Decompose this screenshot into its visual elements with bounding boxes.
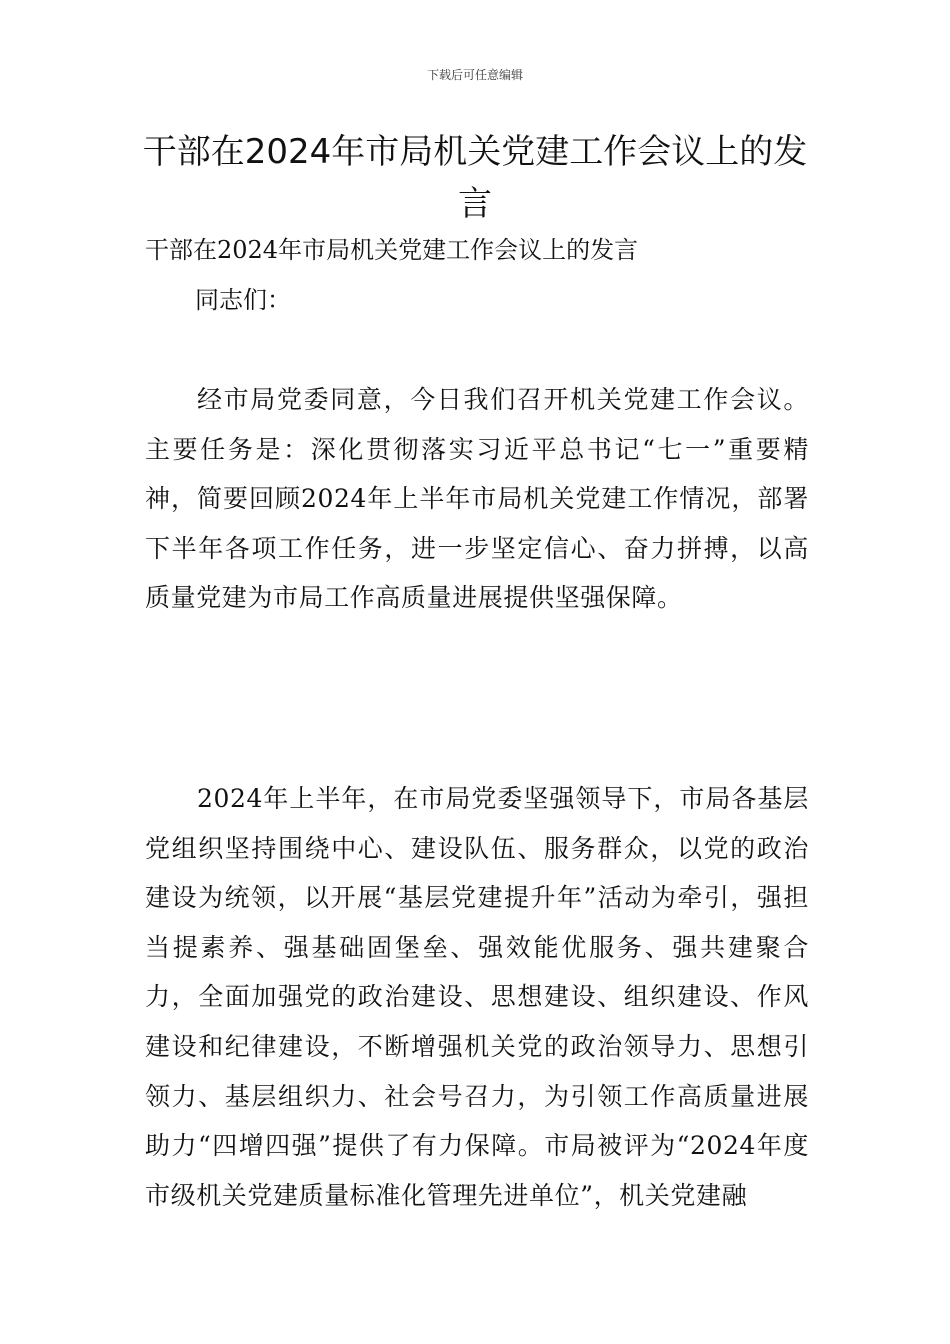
body-paragraph: 经市局党委同意，今日我们召开机关党建工作会议。主要任务是：深化贯彻落实习近平总书记“七一”重要精神，简要回顾2024年上半年市局机关党建工作情况，部署下半年各项工作任务，进一步坚定信心、奋力拼搏，以高质量党建为市局工作高质量进展提供坚强保障。 xyxy=(145,385,809,613)
body-paragraph: 2024年上半年，在市局党委坚强领导下，市局各基层党组织坚持围绕中心、建设队伍、服务群众，以党的政治建设为统领，以开展“基层党建提升年”活动为牵引，强担当提素养、强基础固堡垒、强效能优服务、强共建聚合力，全面加强党的政治建设、思想建设、组织建设、作风建设和纪律建设，不断增强机关党的政治领导力、思想引领力、基层组织力、社会号召力，为引领工作高质量进展助力“四增四强”提供了有力保障。市局被评为“2024年度市级机关党建质量标准化管理先进单位”，机关党建融 xyxy=(145,784,809,1210)
salutation: 同志们： xyxy=(195,286,291,314)
header-note: 下载后可任意编辑 xyxy=(426,68,523,82)
document-subtitle: 干部在2024年市局机关党建工作会议上的发言 xyxy=(145,236,639,264)
document-title: 干部在2024年市局机关党建工作会议上的发言 xyxy=(142,132,808,224)
